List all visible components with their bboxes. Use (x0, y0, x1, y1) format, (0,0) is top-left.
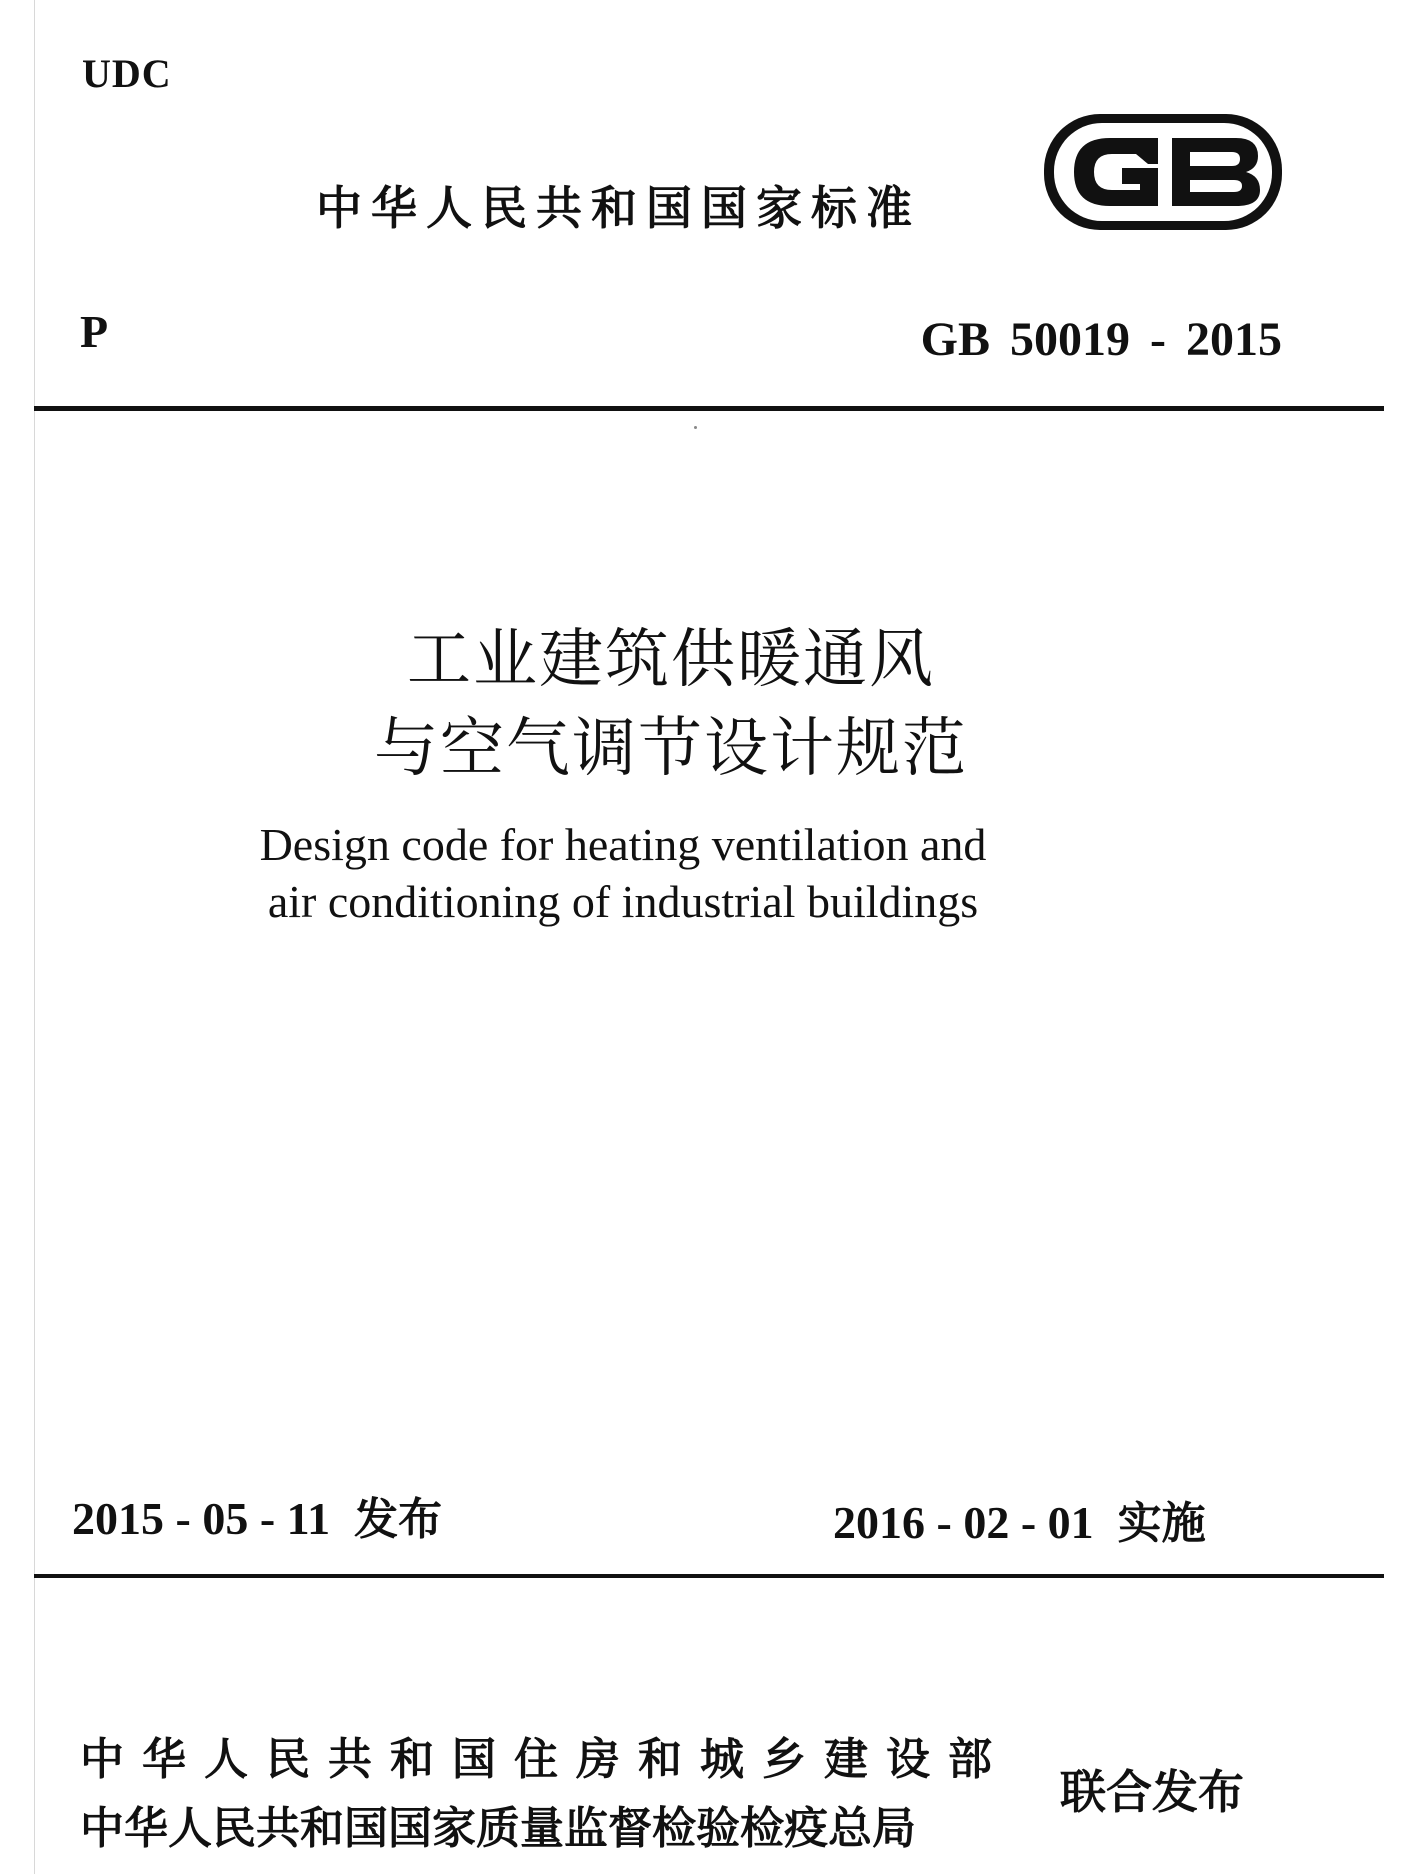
title-chinese-line1: 工业建筑供暖通风 (407, 623, 935, 697)
page-edge-line (34, 0, 35, 1874)
category-code: P (80, 306, 109, 357)
issue-date: 2015 - 05 - 11 (72, 1493, 331, 1544)
issue-label: 发布 (354, 1494, 443, 1545)
title-english-line1: Design code for heating ventilation and (259, 819, 987, 870)
issuer-aqsiq: 中华人民共和国国家质量监督检验检疫总局 (80, 1803, 916, 1854)
effective-date: 2016 - 02 - 01 (833, 1497, 1094, 1548)
effective-label: 实施 (1117, 1498, 1206, 1549)
issue-date-block (72, 1483, 442, 1547)
title-chinese-line2: 与空气调节设计规范 (374, 712, 968, 786)
bottom-divider (34, 1574, 1384, 1578)
issuer-ministry-housing: 中华人民共和国住房和城乡建设部 (80, 1734, 1010, 1785)
national-standard-heading: 中华人民共和国国家标准 (316, 181, 921, 235)
effective-date-block (833, 1487, 1206, 1551)
standard-number: GB 50019 - 2015 (920, 313, 1282, 366)
udc-label: UDC (82, 51, 172, 96)
top-divider (34, 406, 1384, 411)
gb-logo (1040, 108, 1286, 236)
title-english-line2: air conditioning of industrial buildings (267, 876, 979, 927)
joint-release-label: 联合发布 (1060, 1765, 1244, 1819)
scan-speck (694, 426, 697, 429)
